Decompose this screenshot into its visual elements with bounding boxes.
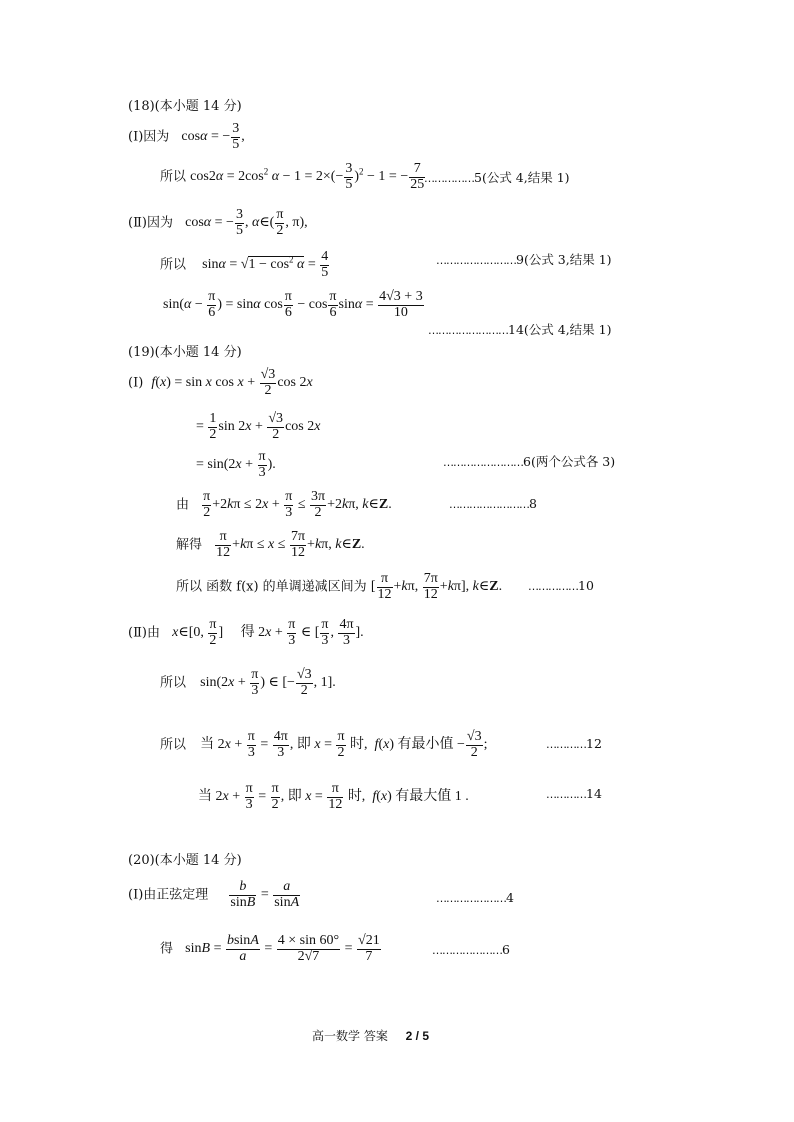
q19-l1-formula: f(x) = sin x cos x + $\frac{√3}{2}$ cos 2x — [151, 367, 313, 398]
q18-part2-line2 — [160, 250, 330, 280]
q18-line2-formula: $\cos 2\alpha = 2\cos^2$ α − 1 = 2×(− $\frac{3}{5}$ )$^2$ − 1 = − $\frac{7}{25}$ — [190, 161, 425, 192]
q19-header: (19)(本小题 14 分) — [128, 345, 242, 360]
q18-given-cos: cosα = − $\frac{3}{5}$ , — [181, 121, 245, 152]
q18-part1-line2 — [160, 162, 426, 192]
q19-l3-score: ……………………6(两个公式各 3) — [443, 454, 616, 469]
q18-header: (18)(本小题 14 分) — [128, 99, 242, 114]
q18-part2-label: (Ⅱ)因为 — [128, 215, 173, 231]
q19-part2-line4 — [198, 782, 469, 812]
q18-part2-l2-score: ……………………9(公式 3,结果 1) — [436, 252, 612, 267]
q18-part2-line1 — [128, 208, 308, 238]
page-footer — [312, 1030, 429, 1042]
q18-part2-given: cosα = − $\frac{3}{5}$ , α∈( $\frac{\pi}{2}$ , π), — [185, 207, 308, 238]
q18-part2-l2-prefix: 所以 — [160, 257, 187, 273]
q20-l1-formula: $\frac{b}{\sin B}$ = $\frac{a}{\sin A}$ — [230, 879, 300, 910]
q19-p2-l2-formula: sin(2x + $\frac{\pi}{3}$ ) ∈ [− $\frac{√3}{2}$ , 1]. — [200, 667, 336, 698]
q19-l6-score: ……………10 — [528, 578, 594, 593]
q19-line4 — [176, 490, 392, 520]
q19-l2-formula: = $\frac{1}{2}$ sin 2x + $\frac{√3}{2}$ cos 2x — [196, 411, 321, 442]
q19-p2-l2-prefix: 所以 — [160, 675, 187, 691]
page-number: 2 / 5 — [405, 1029, 430, 1043]
q18-part2-l3-score: ……………………14(公式 4,结果 1) — [428, 322, 612, 337]
q19-p2-l3-score: …………12 — [546, 736, 602, 751]
q18-part2-l3-formula: sin(α − $\frac{\pi}{6}$ ) = sinα cos $\frac{\pi}{6}$ − cos $\frac{\pi}{6}$ sinα = $\frac{4√3 + 3}{10}$ — [163, 289, 423, 320]
q19-line5 — [176, 530, 365, 560]
q19-l4-formula: $\frac{\pi}{2}$ +2kπ ≤ 2x + $\frac{\pi}{3}$ ≤ $\frac{3\pi}{2}$ +2kπ, k∈Z. — [203, 489, 392, 520]
q19-p2-l1-formula: x∈[0, $\frac{\pi}{2}$ ] 得 2x + $\frac{\pi}{3}$ ∈ [ $\frac{\pi}{3}$ , $\frac{4\pi}{3}$ ]. — [172, 617, 364, 648]
q20-header: (20)(本小题 14 分) — [128, 853, 242, 868]
q19-p2-l4-score: …………14 — [546, 786, 602, 801]
q19-p2-l4-formula: 当 2x + $\frac{\pi}{3}$ = $\frac{\pi}{2}$ , 即 x = $\frac{\pi}{12}$ 时, f(x) 有最大值 1 . — [198, 781, 469, 812]
q19-l6-formula: [ $\frac{\pi}{12}$ +kπ, $\frac{7\pi}{12}$ +kπ], k∈Z. — [370, 571, 503, 602]
q18-part1-label: (Ⅰ)因为 — [128, 129, 170, 145]
q19-line2 — [196, 412, 320, 442]
q19-l3-formula: = sin(2x + $\frac{\pi}{3}$ ). — [196, 449, 276, 480]
q18-line2-score: ……………5(公式 4,结果 1) — [424, 170, 570, 185]
footer-text: 高一数学 答案 — [312, 1029, 388, 1043]
q19-part2-line2 — [160, 668, 336, 698]
q20-part1-line2 — [160, 934, 382, 964]
q20-part1-label: (Ⅰ)由正弦定理 — [128, 887, 209, 903]
q20-part1-line1 — [128, 880, 301, 910]
q19-p2-l3-formula: 当 2x + $\frac{\pi}{3}$ = $\frac{4\pi}{3}$ , 即 x = $\frac{\pi}{2}$ 时, f(x) 有最小值 − $\frac{√3}{2}$ ; — [200, 729, 488, 760]
q19-l5-prefix: 解得 — [176, 537, 203, 553]
q19-p2-l3-prefix: 所以 — [160, 737, 187, 753]
q19-l4-prefix: 由 — [176, 497, 190, 513]
q20-l2-prefix: 得 — [160, 941, 174, 957]
q19-l5-formula: $\frac{\pi}{12}$ +kπ ≤ x ≤ $\frac{7\pi}{12}$ +kπ, k∈Z. — [216, 529, 365, 560]
q19-part2-line3 — [160, 730, 487, 760]
q18-part2-line3 — [163, 290, 425, 320]
q18-part1-line1 — [128, 122, 245, 152]
q20-l1-score: …………………4 — [436, 890, 514, 905]
q19-line6 — [176, 572, 502, 602]
q20-l2-formula: sinB = $\frac{bsinA}{a}$ = $\frac{4 \times \sin 60^\circ}{2√7}$ = $\frac{√21}{7}$ — [185, 933, 380, 964]
q20-l2-score: …………………6 — [432, 942, 510, 957]
q19-part1-label: (Ⅰ) — [128, 375, 144, 391]
q19-l4-score: ……………………8 — [449, 496, 537, 511]
q18-line2-prefix: 所以 — [160, 169, 187, 185]
q19-part2-label: (Ⅱ)由 — [128, 625, 160, 641]
q19-part2-line1 — [128, 618, 364, 648]
q18-part2-l2-formula: $\sin\alpha = √1 - \cos^2 \alpha$ = $\frac{4}{5}$ — [202, 249, 329, 280]
q19-l6-prefix: 所以 函数 f(x) 的单调递减区间为 — [176, 579, 367, 595]
q19-part1-line1 — [128, 368, 313, 398]
q19-line3 — [196, 450, 276, 480]
